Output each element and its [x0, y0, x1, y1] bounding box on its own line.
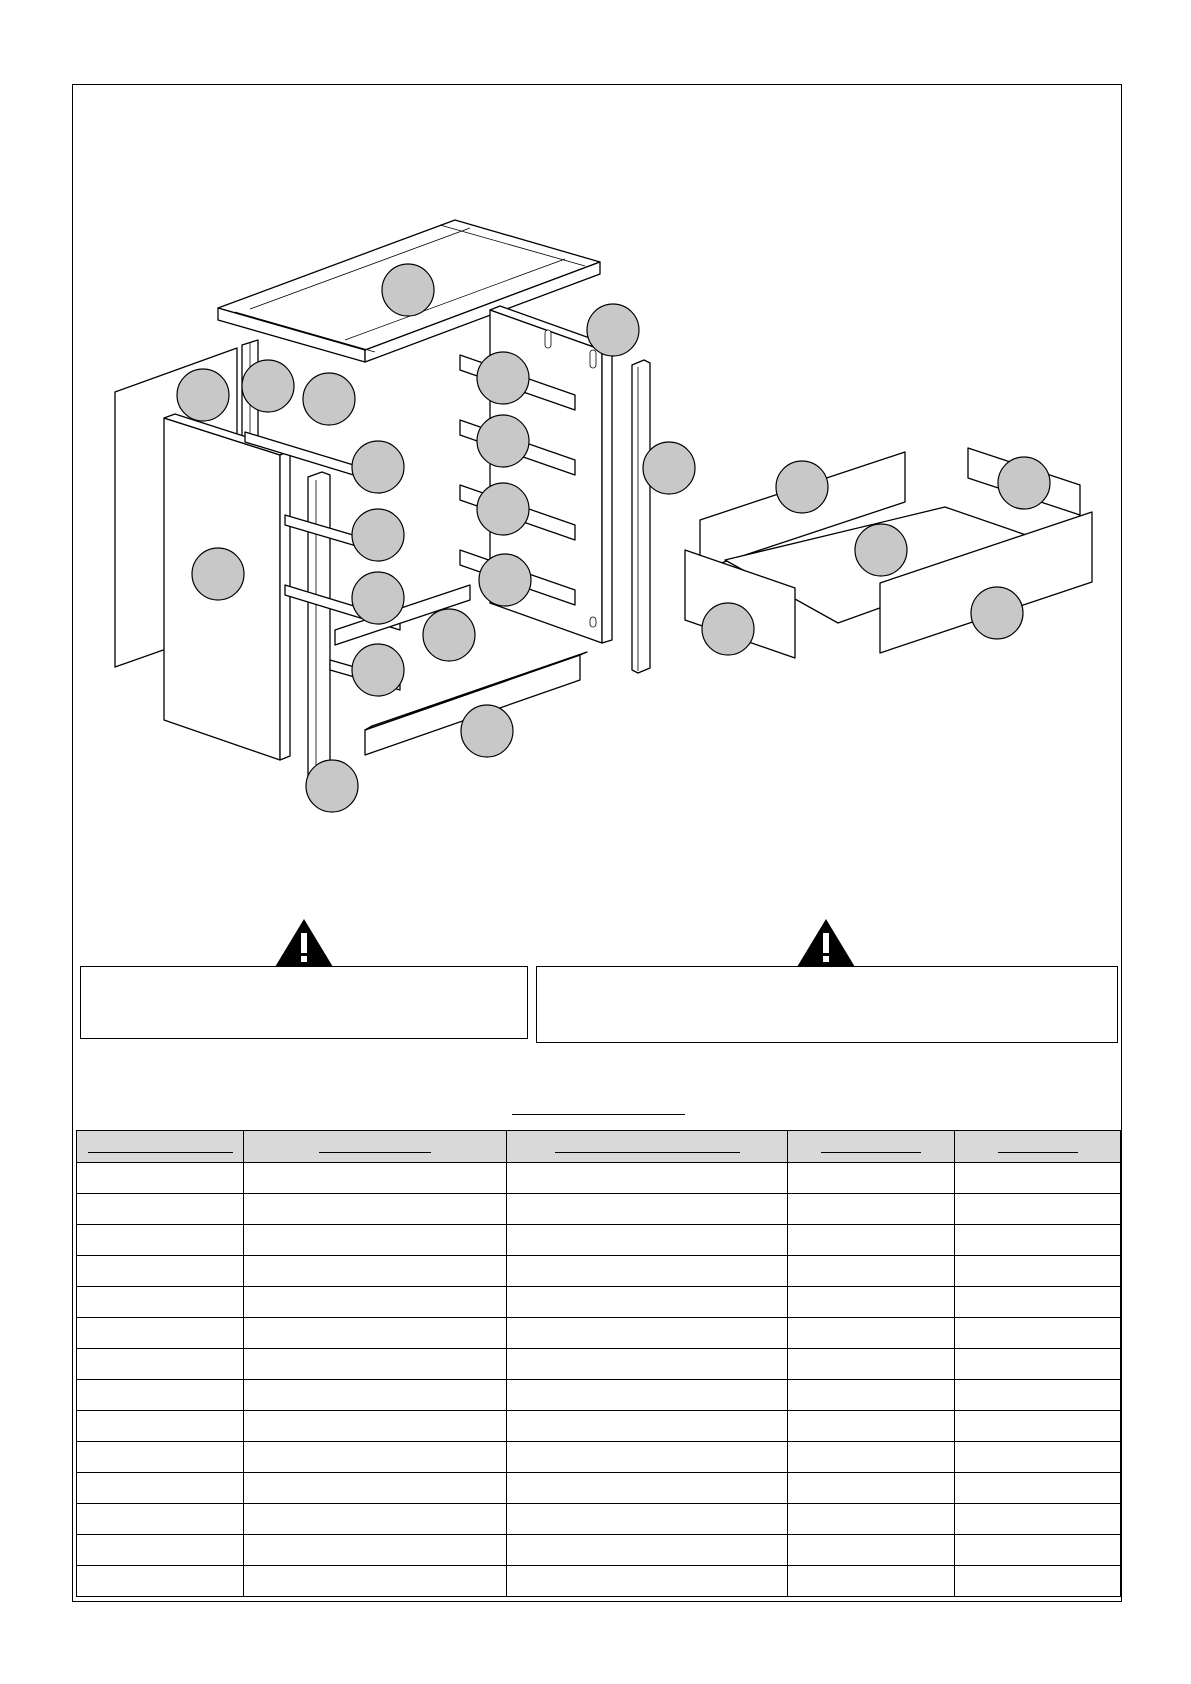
column-header [955, 1131, 1121, 1163]
callout-circle [242, 360, 294, 412]
right-front-post [632, 360, 650, 673]
table-row [77, 1473, 1121, 1504]
warning-box [80, 966, 528, 1039]
table-cell [507, 1535, 788, 1566]
table-cell [77, 1194, 244, 1225]
table-cell [788, 1380, 955, 1411]
table-cell [955, 1225, 1121, 1256]
callout-circle [352, 644, 404, 696]
table-row [77, 1504, 1121, 1535]
table-cell [955, 1380, 1121, 1411]
table-cell [788, 1194, 955, 1225]
callout-circle [177, 369, 229, 421]
callout-circle [382, 264, 434, 316]
warning-triangle-icon [273, 917, 335, 969]
table-cell [77, 1318, 244, 1349]
table-cell [955, 1256, 1121, 1287]
table-header-row [77, 1131, 1121, 1163]
table-cell [507, 1318, 788, 1349]
table-row [77, 1411, 1121, 1442]
table-cell [77, 1566, 244, 1597]
left-front-post [308, 472, 330, 788]
callout-circle [306, 760, 358, 812]
table-row [77, 1256, 1121, 1287]
column-header [77, 1131, 244, 1163]
table-cell [788, 1349, 955, 1380]
table-cell [244, 1442, 507, 1473]
table-cell [507, 1194, 788, 1225]
column-header [788, 1131, 955, 1163]
callout-circle [776, 461, 828, 513]
table-cell [955, 1566, 1121, 1597]
table-row [77, 1566, 1121, 1597]
table-cell [507, 1349, 788, 1380]
table-cell [244, 1473, 507, 1504]
table-cell [788, 1256, 955, 1287]
table-cell [244, 1504, 507, 1535]
warning-triangle-icon [795, 917, 857, 969]
table-cell [244, 1535, 507, 1566]
callout-circle [352, 509, 404, 561]
table-cell [507, 1256, 788, 1287]
table-row [77, 1287, 1121, 1318]
table-cell [244, 1566, 507, 1597]
table-cell [788, 1535, 955, 1566]
column-header [244, 1131, 507, 1163]
callout-circle [702, 603, 754, 655]
table-cell [77, 1287, 244, 1318]
callout-circle [352, 572, 404, 624]
table-row [77, 1349, 1121, 1380]
table-cell [788, 1566, 955, 1597]
callout-circle [303, 373, 355, 425]
table-cell [507, 1566, 788, 1597]
table-cell [788, 1504, 955, 1535]
table-row [77, 1194, 1121, 1225]
table-cell [77, 1256, 244, 1287]
table-cell [788, 1318, 955, 1349]
callout-circle [998, 457, 1050, 509]
table-cell [955, 1287, 1121, 1318]
table-cell [244, 1380, 507, 1411]
table-cell [77, 1225, 244, 1256]
table-cell [955, 1349, 1121, 1380]
table-cell [77, 1442, 244, 1473]
callout-circle [352, 441, 404, 493]
callout-circle [643, 442, 695, 494]
table-row [77, 1442, 1121, 1473]
table-cell [955, 1504, 1121, 1535]
parts-list-heading [512, 1100, 685, 1115]
table-cell [77, 1380, 244, 1411]
callout-circle [477, 415, 529, 467]
table-cell [507, 1411, 788, 1442]
table-cell [244, 1163, 507, 1194]
table-cell [244, 1318, 507, 1349]
table-cell [955, 1442, 1121, 1473]
table-cell [955, 1194, 1121, 1225]
parts-table [76, 1130, 1121, 1597]
callout-circle [971, 587, 1023, 639]
table-cell [955, 1411, 1121, 1442]
callout-circle [855, 524, 907, 576]
table-cell [77, 1411, 244, 1442]
callout-circle [477, 483, 529, 535]
column-header [507, 1131, 788, 1163]
table-row [77, 1163, 1121, 1194]
table-cell [955, 1163, 1121, 1194]
callout-circle [461, 705, 513, 757]
table-cell [507, 1504, 788, 1535]
table-cell [955, 1473, 1121, 1504]
table-cell [507, 1380, 788, 1411]
table-cell [244, 1256, 507, 1287]
table-row [77, 1225, 1121, 1256]
table-cell [507, 1287, 788, 1318]
table-cell [244, 1411, 507, 1442]
table-cell [955, 1535, 1121, 1566]
callout-circle [192, 548, 244, 600]
table-cell [244, 1287, 507, 1318]
table-cell [244, 1349, 507, 1380]
table-cell [507, 1163, 788, 1194]
table-cell [955, 1318, 1121, 1349]
table-cell [77, 1163, 244, 1194]
table-cell [77, 1349, 244, 1380]
table-cell [77, 1473, 244, 1504]
table-cell [507, 1225, 788, 1256]
table-cell [788, 1287, 955, 1318]
table-cell [244, 1225, 507, 1256]
table-cell [507, 1473, 788, 1504]
table-row [77, 1380, 1121, 1411]
table-cell [77, 1535, 244, 1566]
callout-circle [587, 304, 639, 356]
table-cell [788, 1473, 955, 1504]
table-cell [77, 1504, 244, 1535]
table-row [77, 1535, 1121, 1566]
warning-box [536, 966, 1118, 1043]
callout-circle [423, 609, 475, 661]
table-cell [788, 1163, 955, 1194]
table-cell [244, 1194, 507, 1225]
table-cell [788, 1411, 955, 1442]
callout-circle [479, 554, 531, 606]
table-cell [788, 1225, 955, 1256]
table-row [77, 1318, 1121, 1349]
callout-circle [477, 352, 529, 404]
table-cell [788, 1442, 955, 1473]
table-cell [507, 1442, 788, 1473]
